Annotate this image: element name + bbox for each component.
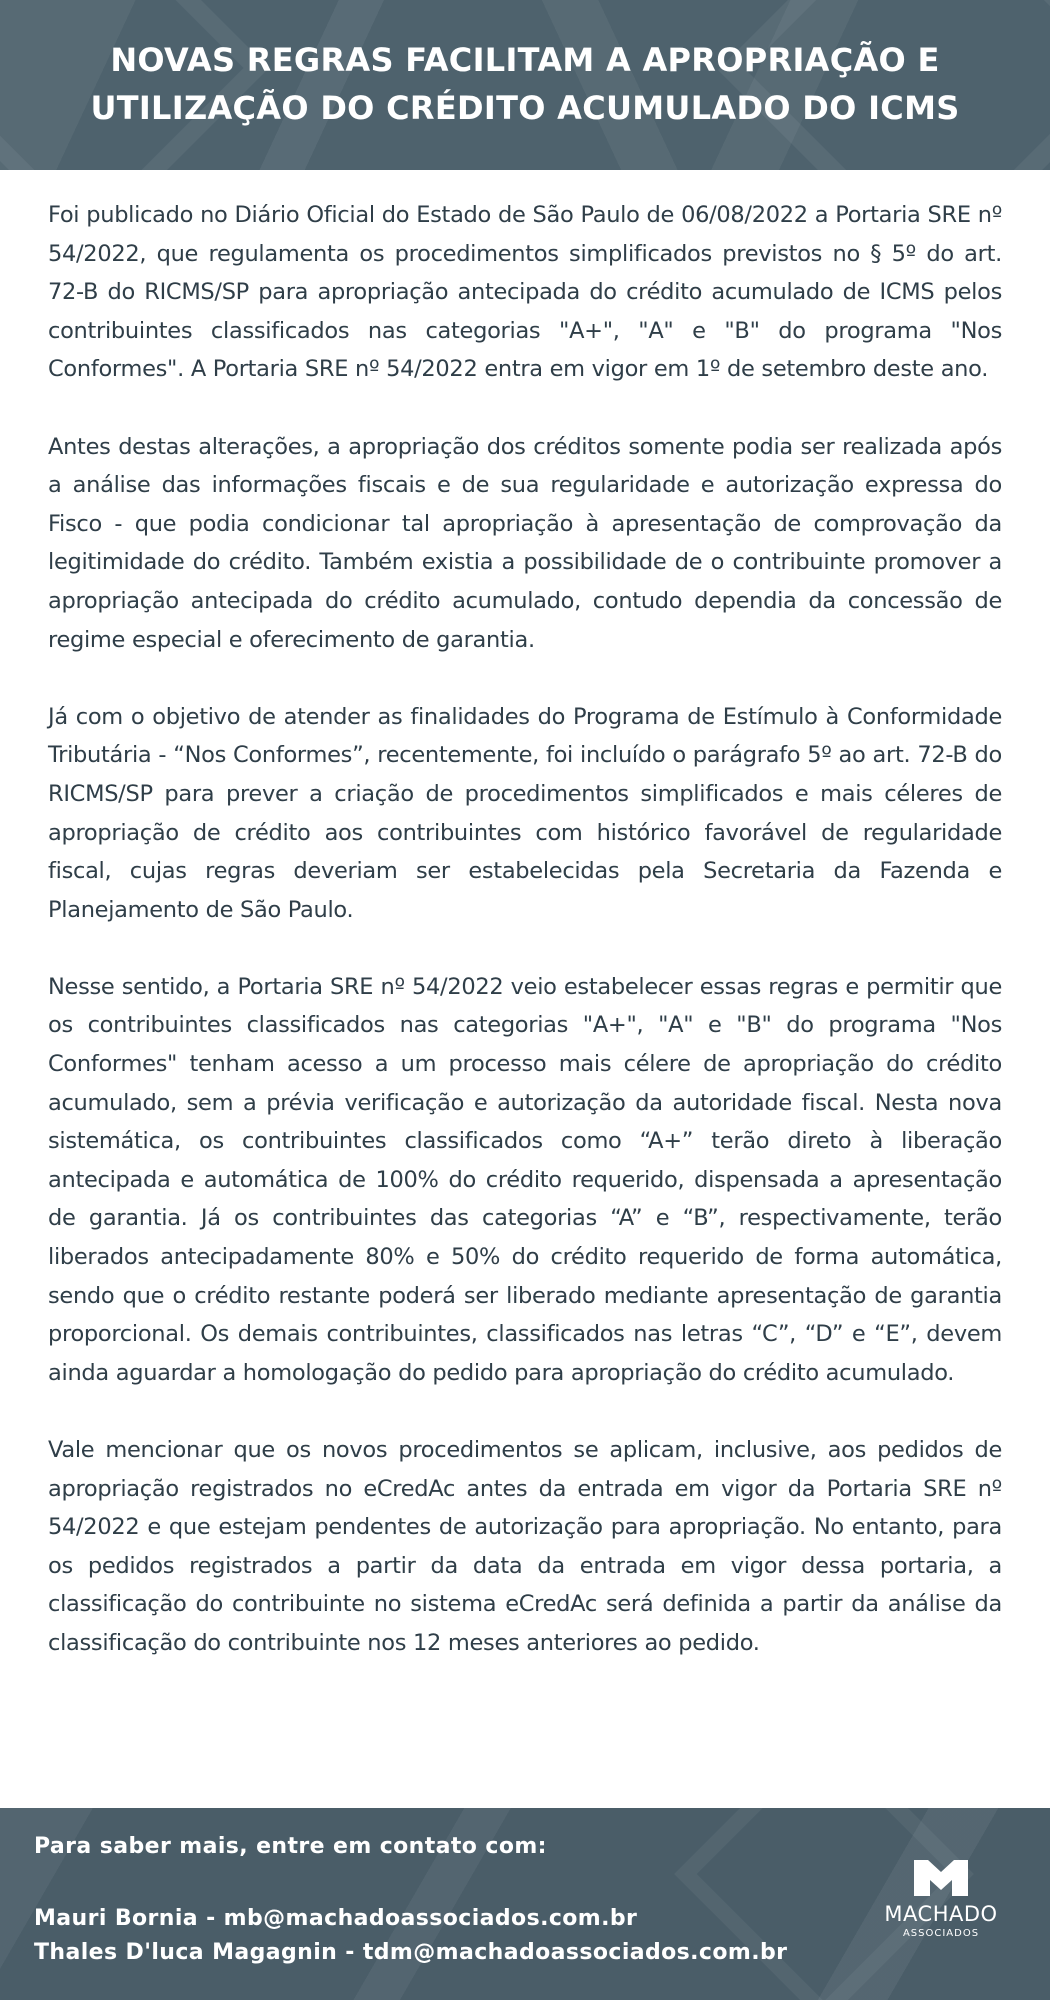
logo-subtitle: ASSOCIADOS	[902, 1928, 980, 1939]
contact-mauri-bornia[interactable]: Mauri Bornia - mb@machadoassociados.com.br	[34, 1906, 638, 1931]
paragraph-4: Nesse sentido, a Portaria SRE nº 54/2022 veio estabelecer essas regras e permitir que os contribuintes classificados nas categorias "A+", "A" e "B" do programa "Nos Conformes" tenham acesso a um processo mais célere de apropriação do crédito acumulado, sem a prévia verificação e autorização da autoridade fiscal. Nesta nova sistemática, os contribuintes classificados como “A+” terão direto à liberação antecipada e automática de 100% do crédito requerido, dispensada a apresentação de garantia. Já os contribuintes das categorias “A” e “B”, respectivamente, terão liberados antecipadamente 80% e 50% do crédito requerido de forma automática, sendo que o crédito restante poderá ser liberado mediante apresentação de garantia proporcional. Os demais contribuintes, classificados nas letras “C”, “D” e “E”, devem ainda aguardar a homologação do pedido para apropriação do crédito acumulado.	[48, 973, 1002, 1386]
page-title-line-1: NOVAS REGRAS FACILITAM A APROPRIAÇÃO E	[110, 41, 940, 79]
footer-contact	[0, 1808, 1050, 2000]
contact-thales-magagnin[interactable]: Thales D'luca Magagnin - tdm@machadoassociados.com.br	[34, 1940, 788, 1965]
paragraph-5: Vale mencionar que os novos procedimentos se aplicam, inclusive, aos pedidos de apropriação registrados no eCredAc antes da entrada em vigor da Portaria SRE nº 54/2022 e que estejam pendentes de autorização para apropriação. No entanto, para os pedidos registrados a partir da data da entrada em vigor dessa portaria, a classificação do contribuinte no sistema eCredAc será definida a partir da análise da classificação do contribuinte nos 12 meses anteriores ao pedido.	[48, 1437, 1002, 1656]
paragraph-3: Já com o objetivo de atender as finalidades do Programa de Estímulo à Conformidade Tributária - “Nos Conformes”, recentemente, foi incluído o parágrafo 5º ao art. 72-B do RICMS/SP para prever a criação de procedimentos simplificados e mais céleres de apropriação de crédito aos contribuintes com histórico favorável de regularidade fiscal, cujas regras deveriam ser estabelecidas pela Secretaria da Fazenda e Planejamento de São Paulo.	[48, 703, 1002, 923]
page-title-line-2: UTILIZAÇÃO DO CRÉDITO ACUMULADO DO ICMS	[90, 89, 960, 127]
machado-m-icon	[914, 1860, 968, 1896]
paragraph-2: Antes destas alterações, a apropriação dos créditos somente podia ser realizada após a análise das informações fiscais e de sua regularidade e autorização expressa do Fisco - que podia condicionar tal apropriação à apresentação de comprovação da legitimidade do crédito. Também existia a possibilidade de o contribuinte promover a apropriação antecipada do crédito acumulado, contudo dependia da concessão de regime especial e oferecimento de garantia.	[48, 433, 1002, 653]
article-body	[48, 196, 1002, 1701]
contact-list	[34, 1902, 787, 1970]
logo-name: MACHADO	[884, 1902, 998, 1926]
machado-logo	[878, 1860, 1004, 1939]
page-title	[0, 36, 1050, 132]
header-banner	[0, 0, 1050, 170]
contact-heading: Para saber mais, entre em contato com:	[34, 1834, 547, 1859]
paragraph-1: Foi publicado no Diário Oficial do Estado de São Paulo de 06/08/2022 a Portaria SRE nº 54/2022, que regulamenta os procedimentos simplificados previstos no § 5º do art. 72-B do RICMS/SP para apropriação antecipada do crédito acumulado de ICMS pelos contribuintes classificados nas categorias "A+", "A" e "B" do programa "Nos Conformes". A Portaria SRE nº 54/2022 entra em vigor em 1º de setembro deste ano.	[48, 202, 1002, 383]
